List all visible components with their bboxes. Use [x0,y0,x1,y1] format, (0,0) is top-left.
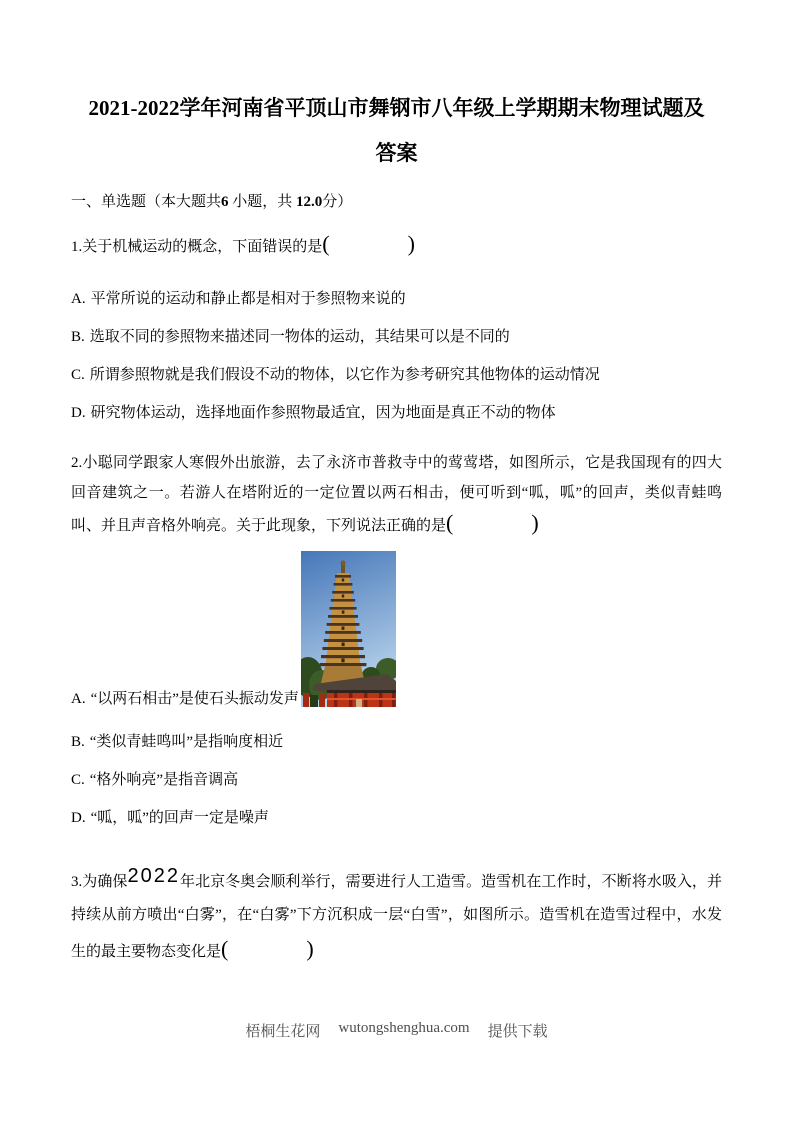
year-2022: 2022 [127,865,180,887]
footer-domain: wutongshenghua.com [338,1020,470,1036]
q1-option-b [71,327,722,348]
option-label: D. [71,810,86,826]
section-heading-text: 一、单选题（本大题共 [71,194,222,210]
section-question-count: 6 [221,194,229,210]
question-1-stem [71,230,722,261]
page-title [71,86,722,176]
section-heading-text: 小题，共 [228,194,297,210]
option-text: “类似青蛙鸣叫”是指响度相近 [89,734,284,750]
answer-blank-close: ) [407,231,415,256]
option-text: 选取不同的参照物来描述同一物体的运动，其结果可以是不同的 [89,329,510,345]
answer-blank [322,231,415,256]
section-heading [71,192,722,213]
q1-option-c [71,365,722,386]
q1-option-d [71,403,722,424]
answer-blank-open: ( [446,510,454,535]
footer-site-name: 梧桐生花网 [245,1024,321,1040]
section-points: 12.0 [296,194,323,210]
option-label: C. [71,367,85,383]
question-2-stem [71,448,722,541]
answer-blank-close: ) [306,936,314,961]
option-text: “以两石相击”是使石头振动发声 [90,691,299,707]
section-heading-text: 分） [322,194,353,210]
q2-option-a [71,551,722,708]
option-text: “格外响亮”是指音调高 [89,772,239,788]
footer-note: 提供下载 [487,1024,548,1040]
page-title-line-1: 2021-2022学年河南省平顶山市舞钢市八年级上学期期末物理试题及 [88,96,705,120]
option-label: D. [71,405,86,421]
option-text: 研究物体运动，选择地面作参照物最适宜，因为地面是真正不动的物体 [90,405,556,421]
question-3-text: 3.为确保 [71,874,128,890]
option-label: B. [71,734,85,750]
answer-blank [221,936,314,961]
option-label: A. [71,691,86,707]
question-1-text: 1.关于机械运动的概念，下面错误的是 [71,239,323,255]
page-title-line-2: 答案 [375,141,418,165]
question-3-stem [71,860,722,969]
answer-blank-open: ( [221,936,229,961]
answer-blank-open: ( [322,231,330,256]
yingying-pagoda-photo [301,551,396,707]
question-2-text: 2.小聪同学跟家人寒假外出旅游，去了永济市普救寺中的莺莺塔，如图所示，它是我国现有的四大回音建筑之一。若游人在塔附近的一定位置以两石相击，便可听到“呱，呱”的回声，类似青蛙鸣叫、并且声音格外响亮。关于此现象，下列说法正确的是 [71,455,722,534]
option-text: “呱，呱”的回声一定是噪声 [90,810,269,826]
option-text: 平常所说的运动和静止都是相对于参照物来说的 [90,291,406,307]
question-3-text: 年北京冬奥会顺利举行，需要进行人工造雪。造雪机在工作时，不断将水吸入，并持续从前方喷出“白雾”，在“白雾”下方沉积成一层“白雪”，如图所示。造雪机在造雪过程中，水发生的最主要物态变化是 [71,874,722,960]
answer-blank [446,510,539,535]
q2-option-b [71,732,722,753]
page-footer [0,1020,793,1041]
option-text: 所谓参照物就是我们假设不动的物体，以它作为参考研究其他物体的运动情况 [89,367,600,383]
answer-blank-close: ) [531,510,539,535]
q1-option-a [71,289,722,310]
option-label: B. [71,329,85,345]
option-label: A. [71,291,86,307]
q2-option-c [71,770,722,791]
option-label: C. [71,772,85,788]
q2-option-d [71,808,722,829]
